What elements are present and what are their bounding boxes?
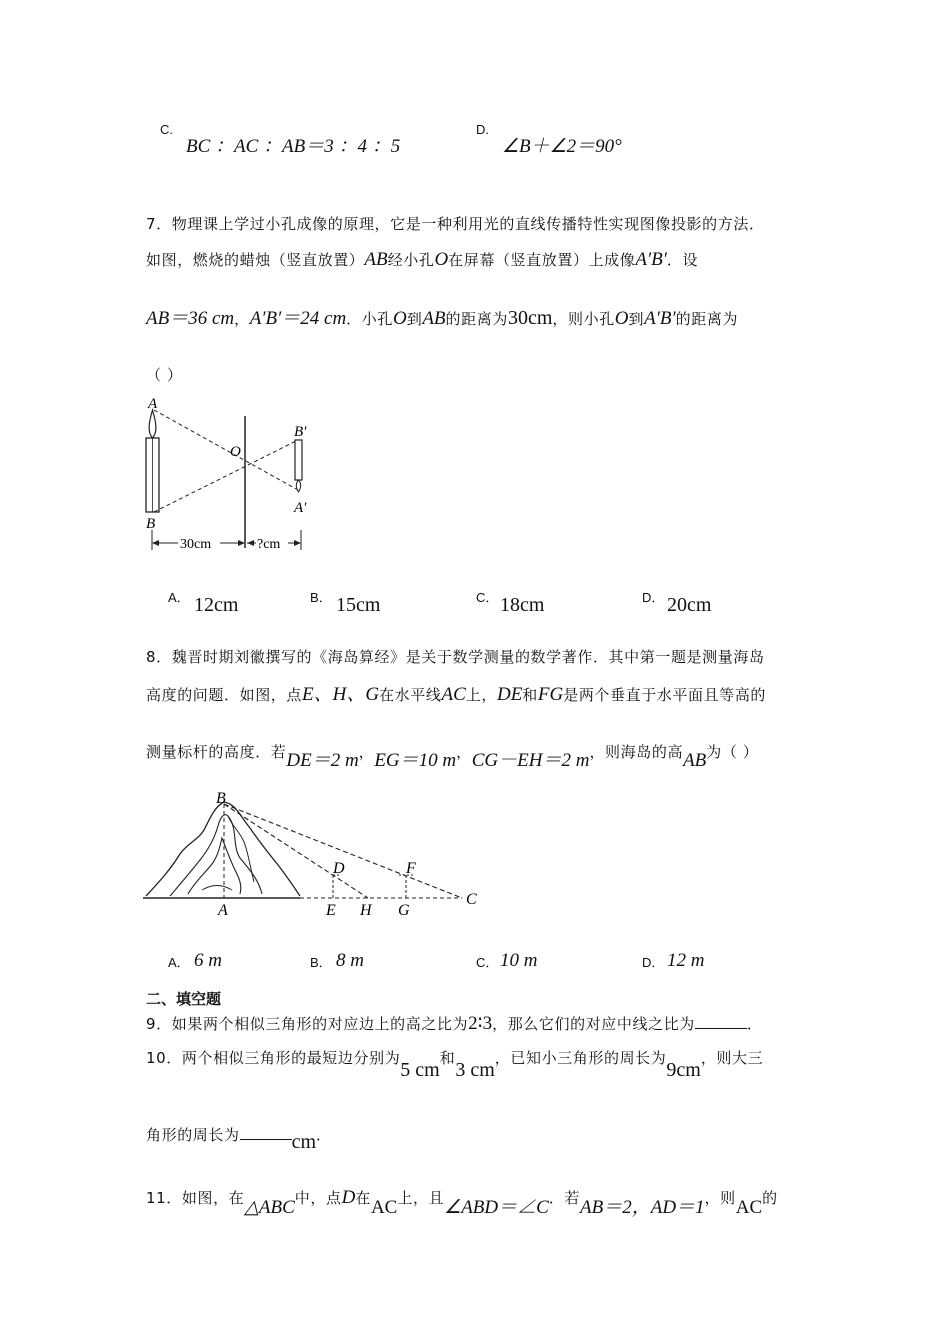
q7-line3: AB＝36 cm，A′B′＝24 cm．小孔O到AB的距离为30cm，则小孔O到A′B′的距离为 bbox=[146, 307, 739, 329]
pinhole-figure bbox=[138, 392, 318, 558]
section-title: 二、填空题 bbox=[146, 990, 222, 1008]
q7-option-a-label: A． bbox=[168, 590, 190, 605]
q10-line1: 10．两个相似三角形的最短边分别为5 cm和3 cm，已知小三角形的周长为9cm，则大三 bbox=[146, 1049, 764, 1081]
q8-option-b-label: B． bbox=[310, 955, 332, 970]
q9: 9．如果两个相似三角形的对应边上的高之比为2∶3，那么它们的对应中线之比为 ． bbox=[146, 1013, 763, 1034]
ray-b bbox=[154, 440, 298, 512]
option-d-text: ∠B＋∠2＝90° bbox=[502, 136, 622, 157]
q8-option-a-value: 6 m bbox=[194, 950, 222, 971]
q8-line1: 8．魏晋时期刘徽撰写的《海岛算经》是关于数学测量的数学著作．其中第一题是测量海岛 bbox=[146, 648, 765, 666]
sight-line-c bbox=[224, 804, 462, 898]
q8-option-c-value: 10 m bbox=[500, 950, 538, 971]
q8-line2: 高度的问题．如图，点E、H、G在水平线AC上，DE和FG是两个垂直于水平面且等高的 bbox=[146, 684, 767, 705]
q7-answer-brackets: （ ） bbox=[146, 366, 183, 384]
image-candle bbox=[295, 440, 302, 480]
label-o: O bbox=[230, 444, 241, 460]
q10-answer-blank[interactable] bbox=[240, 1125, 292, 1140]
option-c-label: C. bbox=[160, 122, 173, 137]
q8-option-c-label: C． bbox=[476, 955, 499, 970]
q8-line3: 测量标杆的高度．若DE＝2 m，EG＝10 m，CG－EH＝2 m，则海岛的高AB为（ ） bbox=[146, 743, 759, 771]
option-d-label: D. bbox=[476, 122, 489, 137]
q7-option-c-value: 18cm bbox=[500, 594, 545, 616]
q11-line1: 11．如图，在△ABC中，点D在AC上，且∠ABD＝∠C．若AB＝2，AD＝1，则AC的 bbox=[146, 1187, 778, 1218]
label-b-prime: B′ bbox=[294, 424, 307, 440]
ray-a bbox=[154, 410, 298, 490]
q8-option-b-value: 8 m bbox=[336, 950, 364, 971]
q7-option-d-value: 20cm bbox=[667, 594, 712, 616]
q7-line1: 7．物理课上学过小孔成像的原理，它是一种利用光的直线传播特性实现图像投影的方法． bbox=[146, 215, 765, 233]
q7-option-b-value: 15cm bbox=[336, 594, 381, 616]
label-a-prime: A′ bbox=[294, 500, 307, 516]
q7-line2: 如图，燃烧的蜡烛（竖直放置）AB经小孔O在屏幕（竖直放置）上成像A′B′．设 bbox=[146, 249, 699, 270]
q10-line2: 角形的周长为 cm． bbox=[146, 1126, 332, 1153]
q8-option-a-label: A． bbox=[168, 955, 190, 970]
label-e: E bbox=[326, 902, 336, 919]
option-c-text: BC ：AC ：AB＝3 ：4 ：5 bbox=[186, 136, 401, 157]
label-c: C bbox=[466, 891, 477, 908]
label-g: G bbox=[398, 902, 410, 919]
q9-answer-blank[interactable] bbox=[695, 1014, 747, 1029]
label-b: B bbox=[146, 516, 156, 532]
label-f: F bbox=[406, 860, 416, 877]
sight-line-h bbox=[224, 804, 368, 898]
island-figure bbox=[140, 786, 490, 922]
label-a: A bbox=[218, 902, 228, 919]
q7-option-b-label: B． bbox=[310, 590, 332, 605]
q7-option-a-value: 12cm bbox=[194, 594, 239, 616]
dist-label-30cm: 30cm bbox=[180, 537, 212, 552]
candle-flame bbox=[149, 410, 156, 438]
label-b: B bbox=[216, 790, 226, 807]
q8-option-d-value: 12 m bbox=[667, 950, 705, 971]
dist-label-unknown: ?cm bbox=[257, 537, 281, 552]
q7-option-c-label: C． bbox=[476, 590, 499, 605]
label-d: D bbox=[333, 860, 345, 877]
label-a: A bbox=[148, 396, 158, 412]
q7-option-d-label: D． bbox=[642, 590, 665, 605]
q8-option-d-label: D． bbox=[642, 955, 665, 970]
label-h: H bbox=[360, 902, 372, 919]
